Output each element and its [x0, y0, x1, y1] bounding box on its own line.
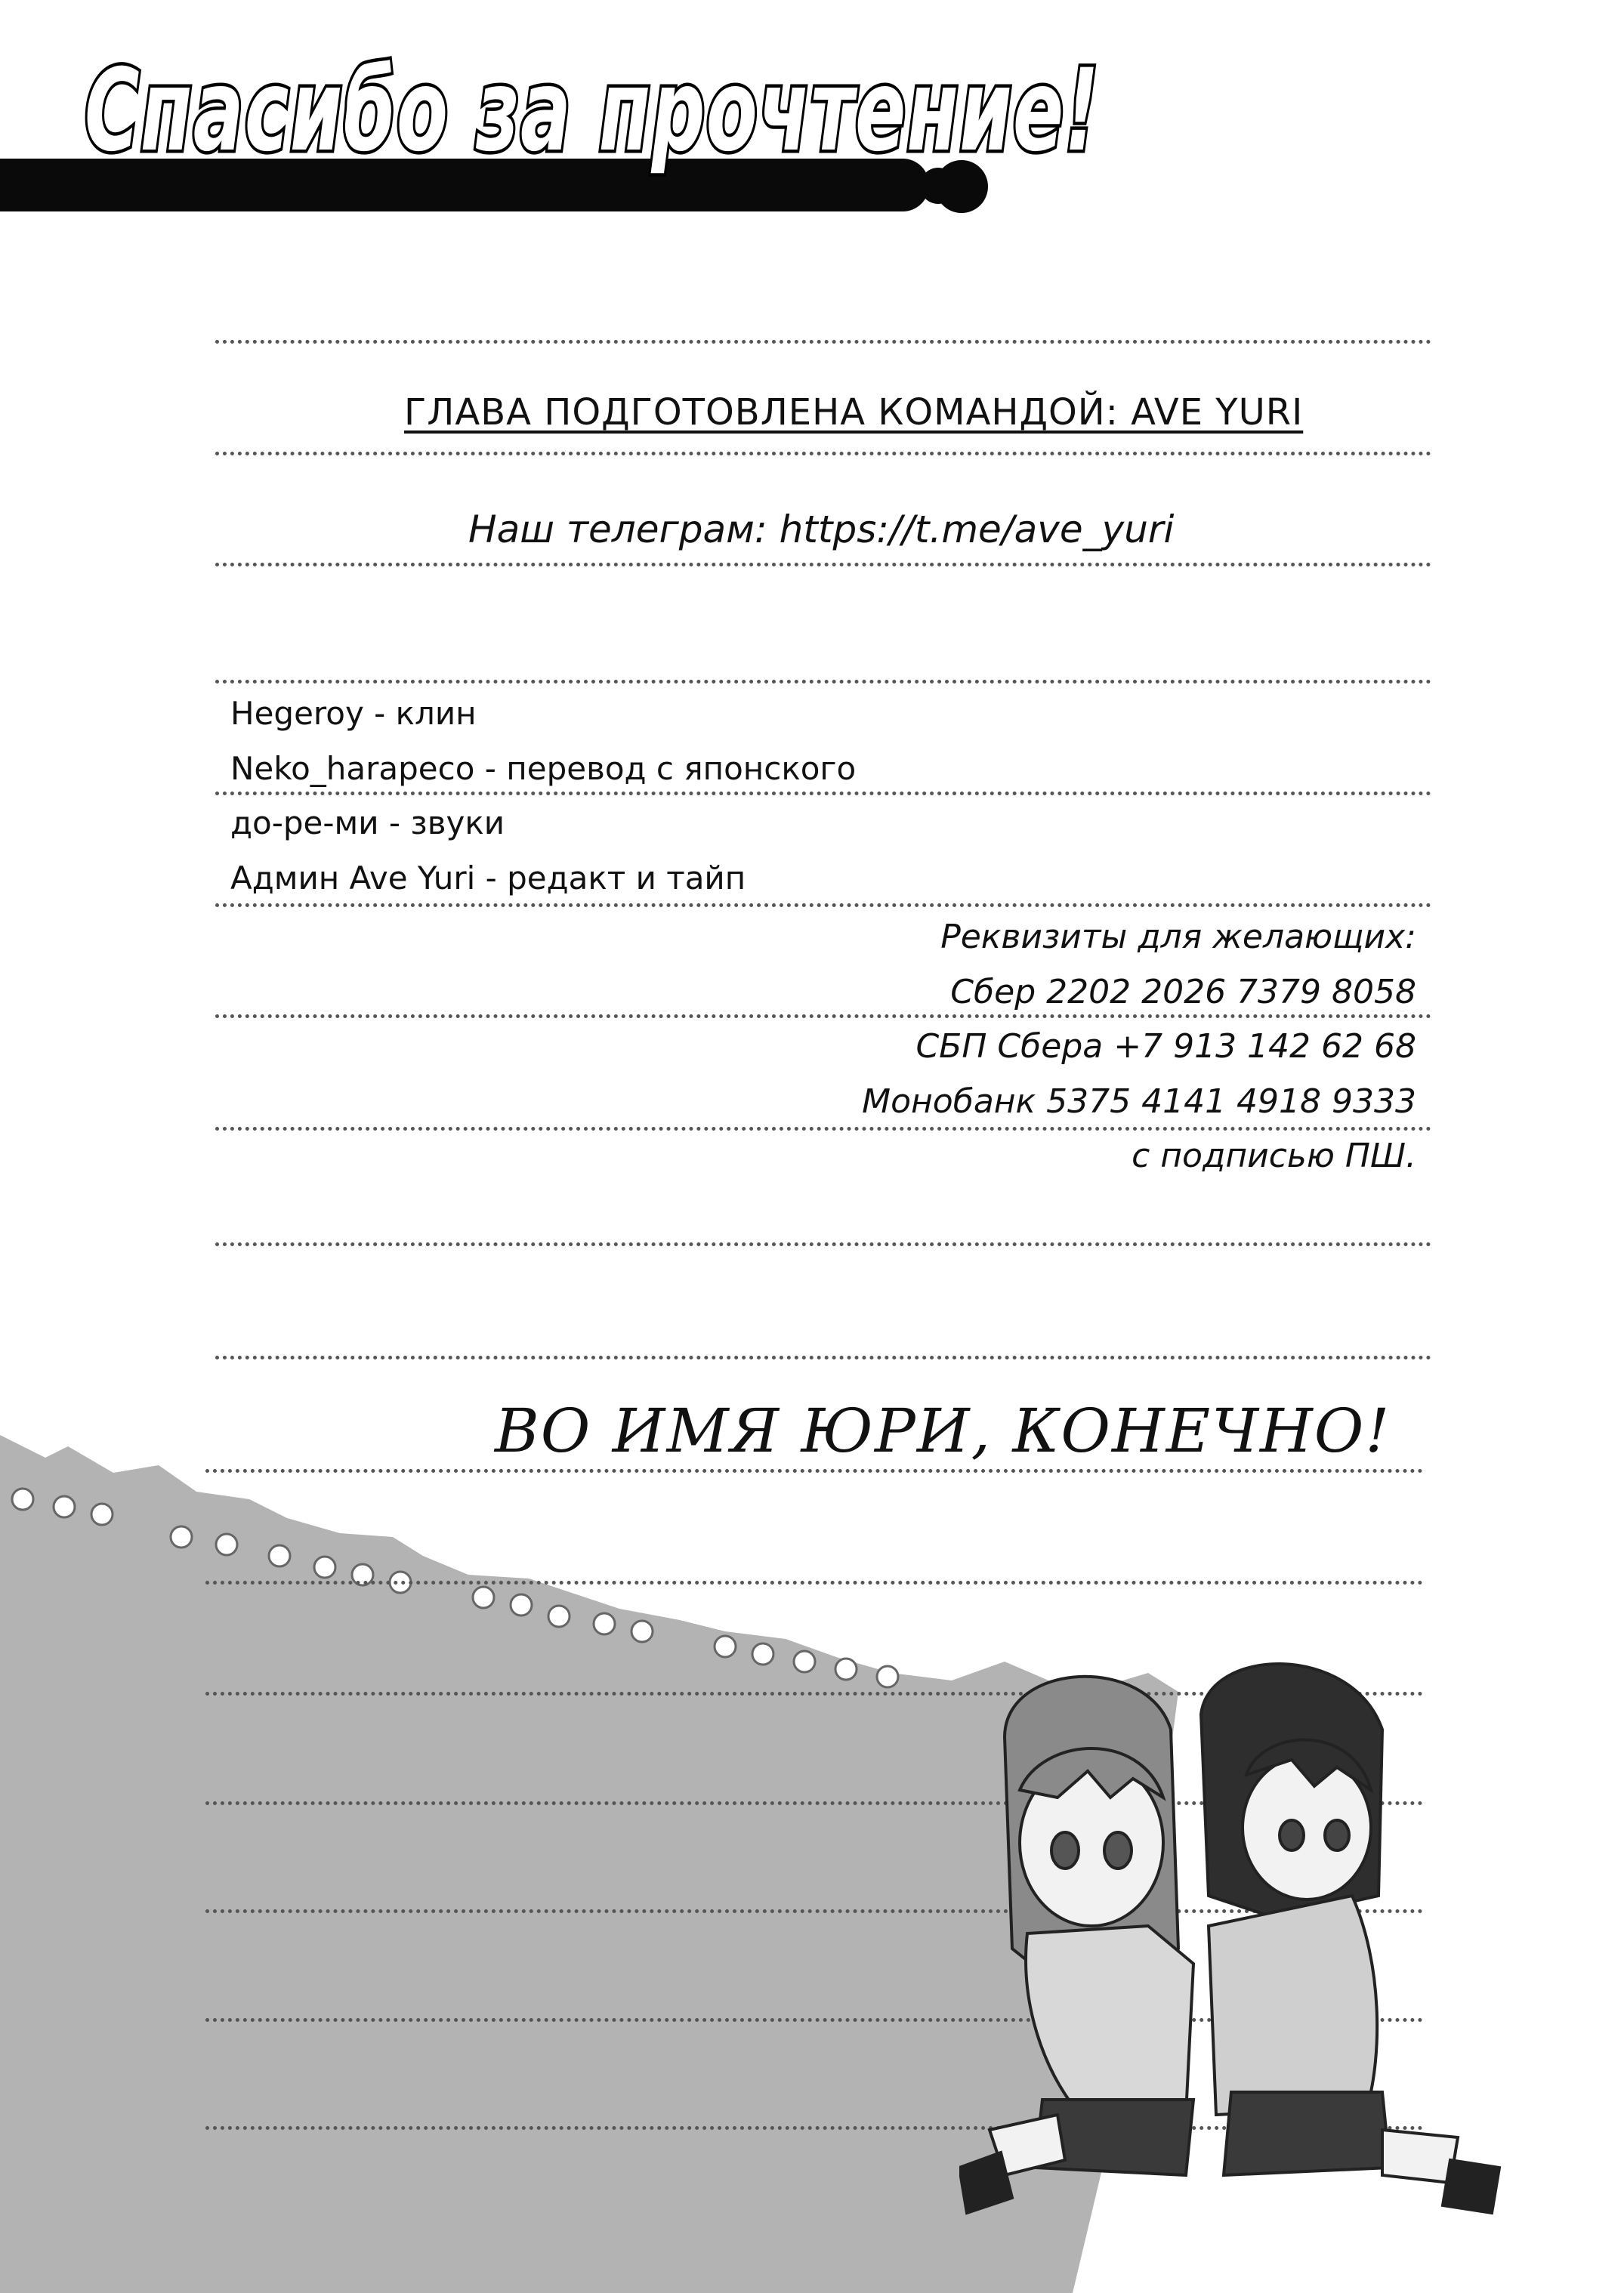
requisites-line: СБП Сбера +7 913 142 62 68 — [915, 1027, 1416, 1066]
requisites-line: Сбер 2202 2026 7379 8058 — [950, 973, 1416, 1011]
ruled-line — [215, 903, 1431, 907]
slogan: ВО ИМЯ ЮРИ, КОНЕЧНО! — [495, 1396, 1391, 1466]
team-credit: ГЛАВА ПОДГОТОВЛЕНА КОМАНДОЙ: AVE YURI — [404, 391, 1304, 434]
ruled-line — [215, 340, 1431, 344]
ruled-line — [205, 1581, 1423, 1585]
ruled-line — [215, 1127, 1431, 1131]
ruled-line — [215, 1014, 1431, 1018]
credit-item: Neko_harapeco - перевод с японского — [230, 750, 857, 787]
chibi-girls-illustration — [959, 1646, 1503, 2236]
requisites-line: Монобанк 5375 4141 4918 9333 — [862, 1082, 1416, 1121]
ruled-line — [215, 792, 1431, 795]
telegram-line: Наш телеграм: https://t.me/ave_yuri — [468, 508, 1175, 551]
credit-item: Админ Ave Yuri - редакт и тайп — [230, 859, 746, 897]
ruled-line — [215, 452, 1431, 455]
page-title: Спасибо за прочтение! — [85, 45, 1100, 177]
ruled-line — [215, 1242, 1431, 1246]
ruled-line — [215, 1356, 1431, 1359]
header — [0, 0, 1624, 242]
ruled-line — [205, 1469, 1423, 1473]
ruled-line — [215, 680, 1431, 684]
requisites-line: с подписью ПШ. — [1132, 1137, 1416, 1175]
ruled-line — [215, 563, 1431, 566]
requisites-heading: Реквизиты для желающих: — [940, 918, 1416, 956]
credit-item: до-ре-ми - звуки — [230, 804, 505, 841]
credit-item: Hegeroy - клин — [230, 695, 477, 732]
